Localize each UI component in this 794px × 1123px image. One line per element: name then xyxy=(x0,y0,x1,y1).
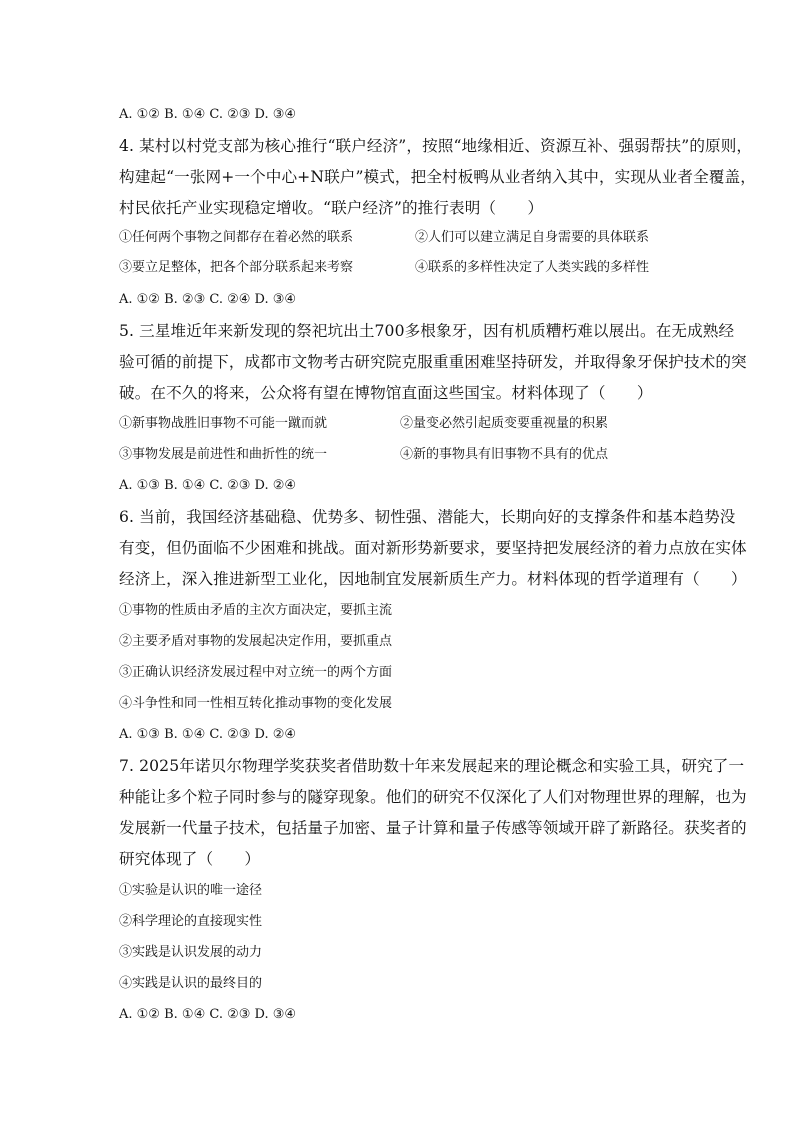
q4-option-3: ③要立足整体，把各个部分联系起来考察 xyxy=(119,260,354,275)
q5-option-3: ③事物发展是前进性和曲折性的统一 xyxy=(119,447,328,462)
q5-option-4: ④新的事物具有旧事物不具有的优点 xyxy=(400,447,609,462)
q6-option-1: ①事物的性质由矛盾的主次方面决定，要抓主流 xyxy=(119,603,393,618)
q6-option-2: ②主要矛盾对事物的发展起决定作用，要抓重点 xyxy=(119,634,393,649)
q5-answer-choices: A. ①③ B. ①④ C. ②③ D. ②④ xyxy=(119,478,297,493)
q5-option-1: ①新事物战胜旧事物不可能一蹴而就 xyxy=(119,416,328,431)
q5-stem-line-3: 破。在不久的将来，公众将有望在博物馆直面这些国宝。材料体现了（ ） xyxy=(119,384,653,402)
q7-option-4: ④实践是认识的最终目的 xyxy=(119,976,263,991)
q7-answer-choices: A. ①② B. ①④ C. ②③ D. ③④ xyxy=(119,1007,297,1022)
q6-option-3: ③正确认识经济发展过程中对立统一的两个方面 xyxy=(119,665,393,680)
q6-option-4: ④斗争性和同一性相互转化推动事物的变化发展 xyxy=(119,696,393,711)
q4-option-2: ②人们可以建立满足自身需要的具体联系 xyxy=(415,230,650,245)
q7-option-3: ③实践是认识发展的动力 xyxy=(119,945,263,960)
q7-option-2: ②科学理论的直接现实性 xyxy=(119,914,263,929)
q4-stem-line-2: 构建起“一张网+一个中心+N联户”模式，把全村板鸭从业者纳入其中，实现从业者全覆盖， xyxy=(119,168,756,186)
q5-option-2: ②量变必然引起质变要重视量的积累 xyxy=(400,416,609,431)
q6-stem-line-3: 经济上，深入推进新型工业化，因地制宜发展新质生产力。材料体现的哲学道理有（ ） xyxy=(119,570,747,588)
q6-stem-line-2: 有变，但仍面临不少困难和挑战。面对新形势新要求，要坚持把发展经济的着力点放在实体 xyxy=(119,539,747,557)
q6-stem-line-1: 6. 当前，我国经济基础稳、优势多、韧性强、潜能大，长期向好的支撑条件和基本趋势没 xyxy=(119,508,736,526)
q4-stem-line-1: 4. 某村以村党支部为核心推行“联户经济”，按照“地缘相近、资源互补、强弱帮扶”的原则， xyxy=(119,137,753,155)
q4-stem-line-3: 村民依托产业实现稳定增收。“联户经济”的推行表明（ ） xyxy=(119,199,544,217)
q4-option-1: ①任何两个事物之间都存在着必然的联系 xyxy=(119,230,354,245)
q7-stem-line-3: 发展新一代量子技术，包括量子加密、量子计算和量子传感等领域开辟了新路径。获奖者的 xyxy=(119,819,747,837)
q6-answer-choices: A. ①③ B. ①④ C. ②③ D. ②④ xyxy=(119,727,297,742)
q7-option-1: ①实验是认识的唯一途径 xyxy=(119,883,263,898)
q4-option-4: ④联系的多样性决定了人类实践的多样性 xyxy=(415,260,650,275)
q4-answer-choices: A. ①② B. ②③ C. ②④ D. ③④ xyxy=(119,292,297,307)
q5-stem-line-2: 验可循的前提下，成都市文物考古研究院克服重重困难坚持研发，并取得象牙保护技术的突 xyxy=(119,353,747,371)
q7-stem-line-1: 7. 2025年诺贝尔物理学奖获奖者借助数十年来发展起来的理论概念和实验工具，研究了一 xyxy=(119,757,745,775)
q7-stem-line-2: 种能让多个粒子同时参与的隧穿现象。他们的研究不仅深化了人们对物理世界的理解，也为 xyxy=(119,788,747,806)
q5-stem-line-1: 5. 三星堆近年来新发现的祭祀坑出土700多根象牙，因有机质糟朽难以展出。在无成熟经 xyxy=(119,322,735,340)
q7-stem-line-4: 研究体现了（ ） xyxy=(119,850,261,868)
q3-answer-choices: A. ①② B. ①④ C. ②③ D. ③④ xyxy=(119,107,297,122)
